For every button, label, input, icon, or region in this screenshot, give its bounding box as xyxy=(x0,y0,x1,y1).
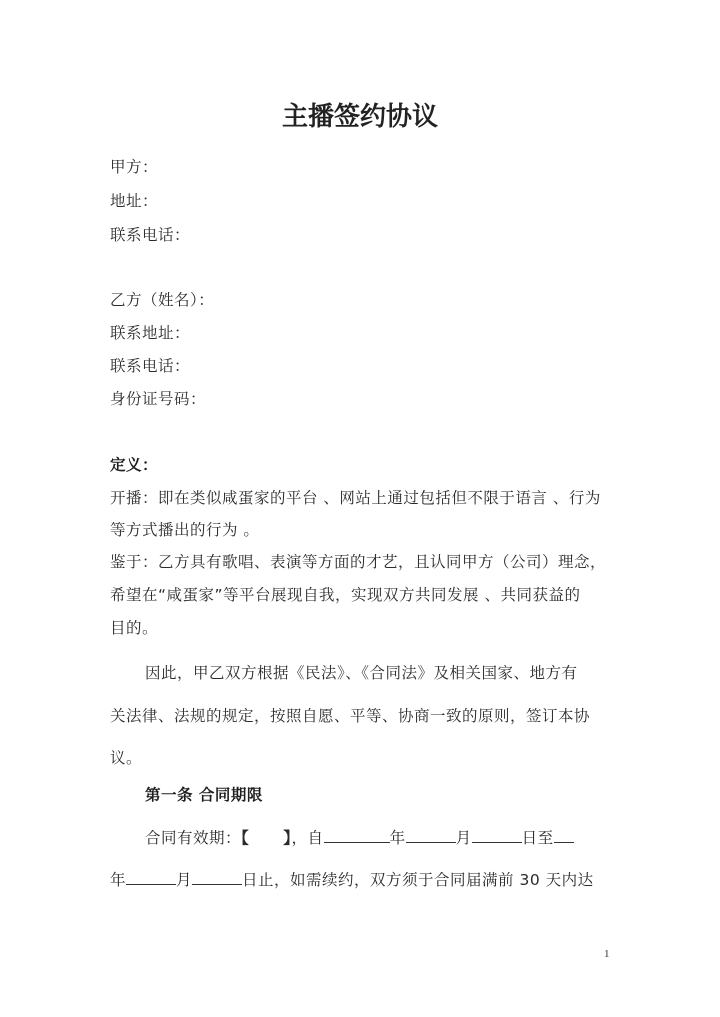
party-b-phone-label: 联系电话： xyxy=(110,357,191,375)
start-day-blank[interactable] xyxy=(472,826,522,843)
article-1-term-line xyxy=(145,826,574,848)
preamble-line-3: 议。 xyxy=(110,749,143,767)
year-label: 年 xyxy=(110,871,127,889)
definitions-heading: 定义： xyxy=(110,456,159,474)
party-b-name-label: 乙方（姓名）： xyxy=(110,291,215,309)
end-day-blank[interactable] xyxy=(192,868,242,885)
whereas-line-2: 希望在“咸蛋家”等平台展现自我，实现双方共同发展 、共同获益的 xyxy=(110,586,581,604)
page-number: 1 xyxy=(604,948,610,960)
from-text: ，自 xyxy=(291,829,324,847)
end-year-blank[interactable] xyxy=(554,826,574,843)
term-label: 合同有效期： xyxy=(145,829,242,847)
month-label: 月 xyxy=(455,829,472,847)
whereas-line-1: 鉴于：乙方具有歌唱、表演等方面的才艺，且认同甲方（公司）理念， xyxy=(110,553,607,571)
day-until-text: 日止，如需续约，双方须于合同届满前 30 天内达 xyxy=(242,871,594,889)
article-1-heading: 第一条 合同期限 xyxy=(145,786,263,804)
bracket-close: 】 xyxy=(283,829,292,847)
article-1-end-line xyxy=(110,868,594,890)
party-b-address-label: 联系地址： xyxy=(110,324,191,342)
preamble-line-1: 因此，甲乙双方根据《民法》、《合同法》及相关国家、地方有 xyxy=(145,664,578,682)
party-b-id-label: 身份证号码： xyxy=(110,390,207,408)
definition-broadcast-line-2: 等方式播出的行为 。 xyxy=(110,521,260,539)
document-title: 主播签约协议 xyxy=(281,102,438,132)
day-to-label: 日至 xyxy=(521,829,554,847)
start-month-blank[interactable] xyxy=(406,826,456,843)
year-label: 年 xyxy=(389,829,406,847)
end-month-blank[interactable] xyxy=(126,868,176,885)
party-a-address-label: 地址： xyxy=(110,192,159,210)
bracket-open: 【 xyxy=(241,829,250,847)
month-label: 月 xyxy=(176,871,193,889)
party-a-label: 甲方： xyxy=(110,158,159,176)
start-year-blank[interactable] xyxy=(324,826,390,843)
whereas-line-3: 目的。 xyxy=(110,619,159,637)
party-a-phone-label: 联系电话： xyxy=(110,226,191,244)
definition-broadcast-line-1: 开播：即在类似咸蛋家的平台 、网站上通过包括但不限于语言 、行为 xyxy=(110,489,601,507)
preamble-line-2: 关法律、法规的规定，按照自愿、平等、协商一致的原则，签订本协 xyxy=(110,707,591,725)
